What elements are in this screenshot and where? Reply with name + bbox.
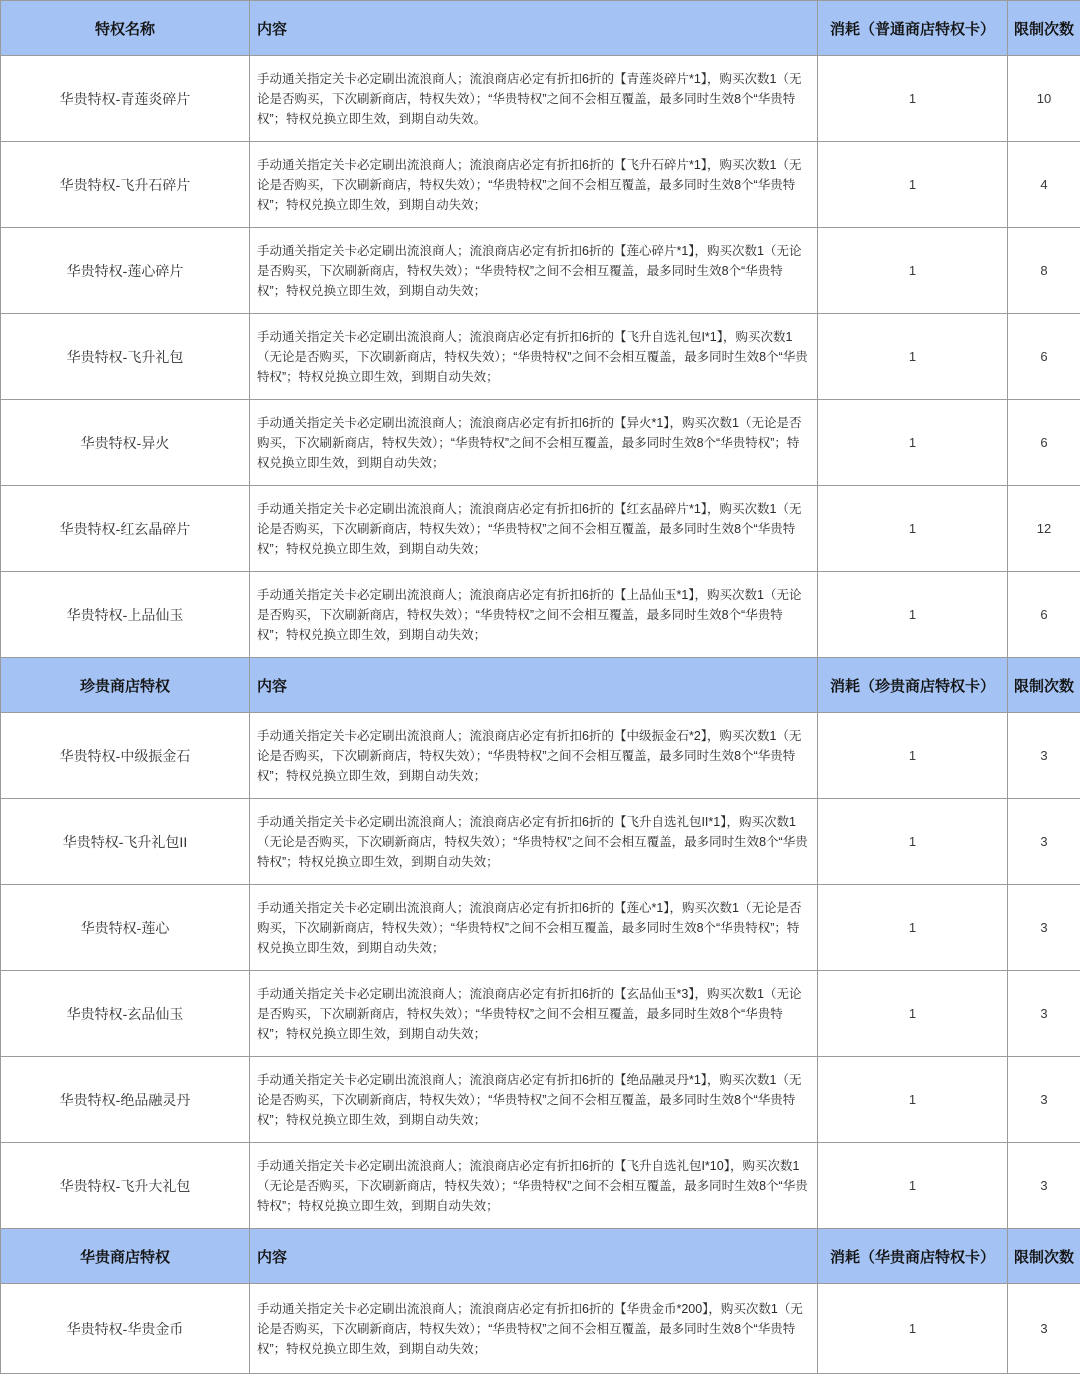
cell-content: 手动通关指定关卡必定刷出流浪商人；流浪商店必定有折扣6折的【华贵金币*200】，购买次数1（无论是否购买，下次刷新商店，特权失效）；“华贵特权”之间不会相互覆盖，最多同时生效8个“华贵特权”；特权兑换立即生效，到期自动失效； [250,1284,818,1374]
table-row [1,314,1080,400]
section-header-row [1,1,1080,56]
cell-content: 手动通关指定关卡必定刷出流浪商人；流浪商店必定有折扣6折的【莲心碎片*1】，购买次数1（无论是否购买，下次刷新商店，特权失效）；“华贵特权”之间不会相互覆盖，最多同时生效8个“华贵特权”；特权兑换立即生效，到期自动失效； [250,228,818,314]
table-row [1,885,1080,971]
section-header-cell-limit: 限制次数 [1008,1,1080,56]
cell-content: 手动通关指定关卡必定刷出流浪商人；流浪商店必定有折扣6折的【青莲炎碎片*1】，购买次数1（无论是否购买，下次刷新商店，特权失效）；“华贵特权”之间不会相互覆盖，最多同时生效8个“华贵特权”；特权兑换立即生效，到期自动失效。 [250,56,818,142]
cell-name: 华贵特权-莲心碎片 [1,228,250,314]
cell-name: 华贵特权-飞升礼包II [1,799,250,885]
cell-cost: 1 [818,314,1008,400]
cell-name: 华贵特权-莲心 [1,885,250,971]
cell-limit: 6 [1008,572,1080,658]
cell-cost: 1 [818,142,1008,228]
cell-limit: 3 [1008,1143,1080,1229]
cell-name: 华贵特权-玄品仙玉 [1,971,250,1057]
table-row [1,142,1080,228]
cell-name: 华贵特权-上品仙玉 [1,572,250,658]
cell-cost: 1 [818,56,1008,142]
cell-cost: 1 [818,486,1008,572]
cell-cost: 1 [818,1284,1008,1374]
table-row [1,799,1080,885]
table-row [1,228,1080,314]
section-header-cell-name: 特权名称 [1,1,250,56]
cell-cost: 1 [818,971,1008,1057]
cell-cost: 1 [818,1057,1008,1143]
cell-cost: 1 [818,228,1008,314]
table-row [1,713,1080,799]
section-header-cell-name: 珍贵商店特权 [1,658,250,713]
section-header-cell-content: 内容 [250,1229,818,1284]
cell-name: 华贵特权-红玄晶碎片 [1,486,250,572]
cell-content: 手动通关指定关卡必定刷出流浪商人；流浪商店必定有折扣6折的【中级振金石*2】，购买次数1（无论是否购买，下次刷新商店，特权失效）；“华贵特权”之间不会相互覆盖，最多同时生效8个“华贵特权”；特权兑换立即生效，到期自动失效； [250,713,818,799]
cell-cost: 1 [818,1143,1008,1229]
section-header-row [1,1229,1080,1284]
section-header-cell-name: 华贵商店特权 [1,1229,250,1284]
section-header-cell-cost: 消耗（普通商店特权卡） [818,1,1008,56]
cell-limit: 3 [1008,799,1080,885]
cell-limit: 3 [1008,1284,1080,1374]
cell-content: 手动通关指定关卡必定刷出流浪商人；流浪商店必定有折扣6折的【玄品仙玉*3】，购买次数1（无论是否购买，下次刷新商店，特权失效）；“华贵特权”之间不会相互覆盖，最多同时生效8个“华贵特权”；特权兑换立即生效，到期自动失效； [250,971,818,1057]
cell-cost: 1 [818,885,1008,971]
cell-limit: 3 [1008,971,1080,1057]
section-header-cell-content: 内容 [250,1,818,56]
section-header-cell-cost: 消耗（华贵商店特权卡） [818,1229,1008,1284]
cell-content: 手动通关指定关卡必定刷出流浪商人；流浪商店必定有折扣6折的【绝品融灵丹*1】，购买次数1（无论是否购买，下次刷新商店，特权失效）；“华贵特权”之间不会相互覆盖，最多同时生效8个“华贵特权”；特权兑换立即生效，到期自动失效； [250,1057,818,1143]
cell-content: 手动通关指定关卡必定刷出流浪商人；流浪商店必定有折扣6折的【飞升自选礼包II*1】，购买次数1（无论是否购买，下次刷新商店，特权失效）；“华贵特权”之间不会相互覆盖，最多同时生效8个“华贵特权”；特权兑换立即生效，到期自动失效； [250,799,818,885]
table-row [1,1057,1080,1143]
cell-name: 华贵特权-绝品融灵丹 [1,1057,250,1143]
cell-content: 手动通关指定关卡必定刷出流浪商人；流浪商店必定有折扣6折的【飞升自选礼包I*1】，购买次数1（无论是否购买，下次刷新商店，特权失效）；“华贵特权”之间不会相互覆盖，最多同时生效8个“华贵特权”；特权兑换立即生效，到期自动失效； [250,314,818,400]
cell-limit: 3 [1008,713,1080,799]
cell-content: 手动通关指定关卡必定刷出流浪商人；流浪商店必定有折扣6折的【飞升自选礼包I*10】，购买次数1（无论是否购买，下次刷新商店，特权失效）；“华贵特权”之间不会相互覆盖，最多同时生效8个“华贵特权”；特权兑换立即生效，到期自动失效； [250,1143,818,1229]
cell-limit: 3 [1008,885,1080,971]
cell-limit: 3 [1008,1057,1080,1143]
table-row [1,971,1080,1057]
cell-cost: 1 [818,572,1008,658]
cell-content: 手动通关指定关卡必定刷出流浪商人；流浪商店必定有折扣6折的【莲心*1】，购买次数1（无论是否购买，下次刷新商店，特权失效）；“华贵特权”之间不会相互覆盖，最多同时生效8个“华贵特权”；特权兑换立即生效，到期自动失效； [250,885,818,971]
table-row [1,1284,1080,1374]
cell-name: 华贵特权-飞升礼包 [1,314,250,400]
cell-content: 手动通关指定关卡必定刷出流浪商人；流浪商店必定有折扣6折的【上品仙玉*1】，购买次数1（无论是否购买，下次刷新商店，特权失效）；“华贵特权”之间不会相互覆盖，最多同时生效8个“华贵特权”；特权兑换立即生效，到期自动失效； [250,572,818,658]
table-row [1,56,1080,142]
section-header-cell-cost: 消耗（珍贵商店特权卡） [818,658,1008,713]
section-header-cell-content: 内容 [250,658,818,713]
cell-limit: 6 [1008,314,1080,400]
section-header-row [1,658,1080,713]
table-row [1,1143,1080,1229]
cell-cost: 1 [818,400,1008,486]
section-header-cell-limit: 限制次数 [1008,658,1080,713]
cell-limit: 10 [1008,56,1080,142]
cell-name: 华贵特权-华贵金币 [1,1284,250,1374]
section-header-cell-limit: 限制次数 [1008,1229,1080,1284]
cell-name: 华贵特权-中级振金石 [1,713,250,799]
cell-content: 手动通关指定关卡必定刷出流浪商人；流浪商店必定有折扣6折的【红玄晶碎片*1】，购买次数1（无论是否购买，下次刷新商店，特权失效）；“华贵特权”之间不会相互覆盖，最多同时生效8个“华贵特权”；特权兑换立即生效，到期自动失效； [250,486,818,572]
cell-name: 华贵特权-异火 [1,400,250,486]
table-row [1,486,1080,572]
cell-limit: 8 [1008,228,1080,314]
cell-limit: 6 [1008,400,1080,486]
cell-limit: 12 [1008,486,1080,572]
cell-cost: 1 [818,799,1008,885]
cell-name: 华贵特权-飞升大礼包 [1,1143,250,1229]
cell-content: 手动通关指定关卡必定刷出流浪商人；流浪商店必定有折扣6折的【异火*1】，购买次数1（无论是否购买，下次刷新商店，特权失效）；“华贵特权”之间不会相互覆盖，最多同时生效8个“华贵特权”；特权兑换立即生效，到期自动失效； [250,400,818,486]
table-row [1,572,1080,658]
cell-limit: 4 [1008,142,1080,228]
cell-cost: 1 [818,713,1008,799]
cell-name: 华贵特权-青莲炎碎片 [1,56,250,142]
cell-name: 华贵特权-飞升石碎片 [1,142,250,228]
table-row [1,400,1080,486]
cell-content: 手动通关指定关卡必定刷出流浪商人；流浪商店必定有折扣6折的【飞升石碎片*1】，购买次数1（无论是否购买，下次刷新商店，特权失效）；“华贵特权”之间不会相互覆盖，最多同时生效8个“华贵特权”；特权兑换立即生效，到期自动失效； [250,142,818,228]
